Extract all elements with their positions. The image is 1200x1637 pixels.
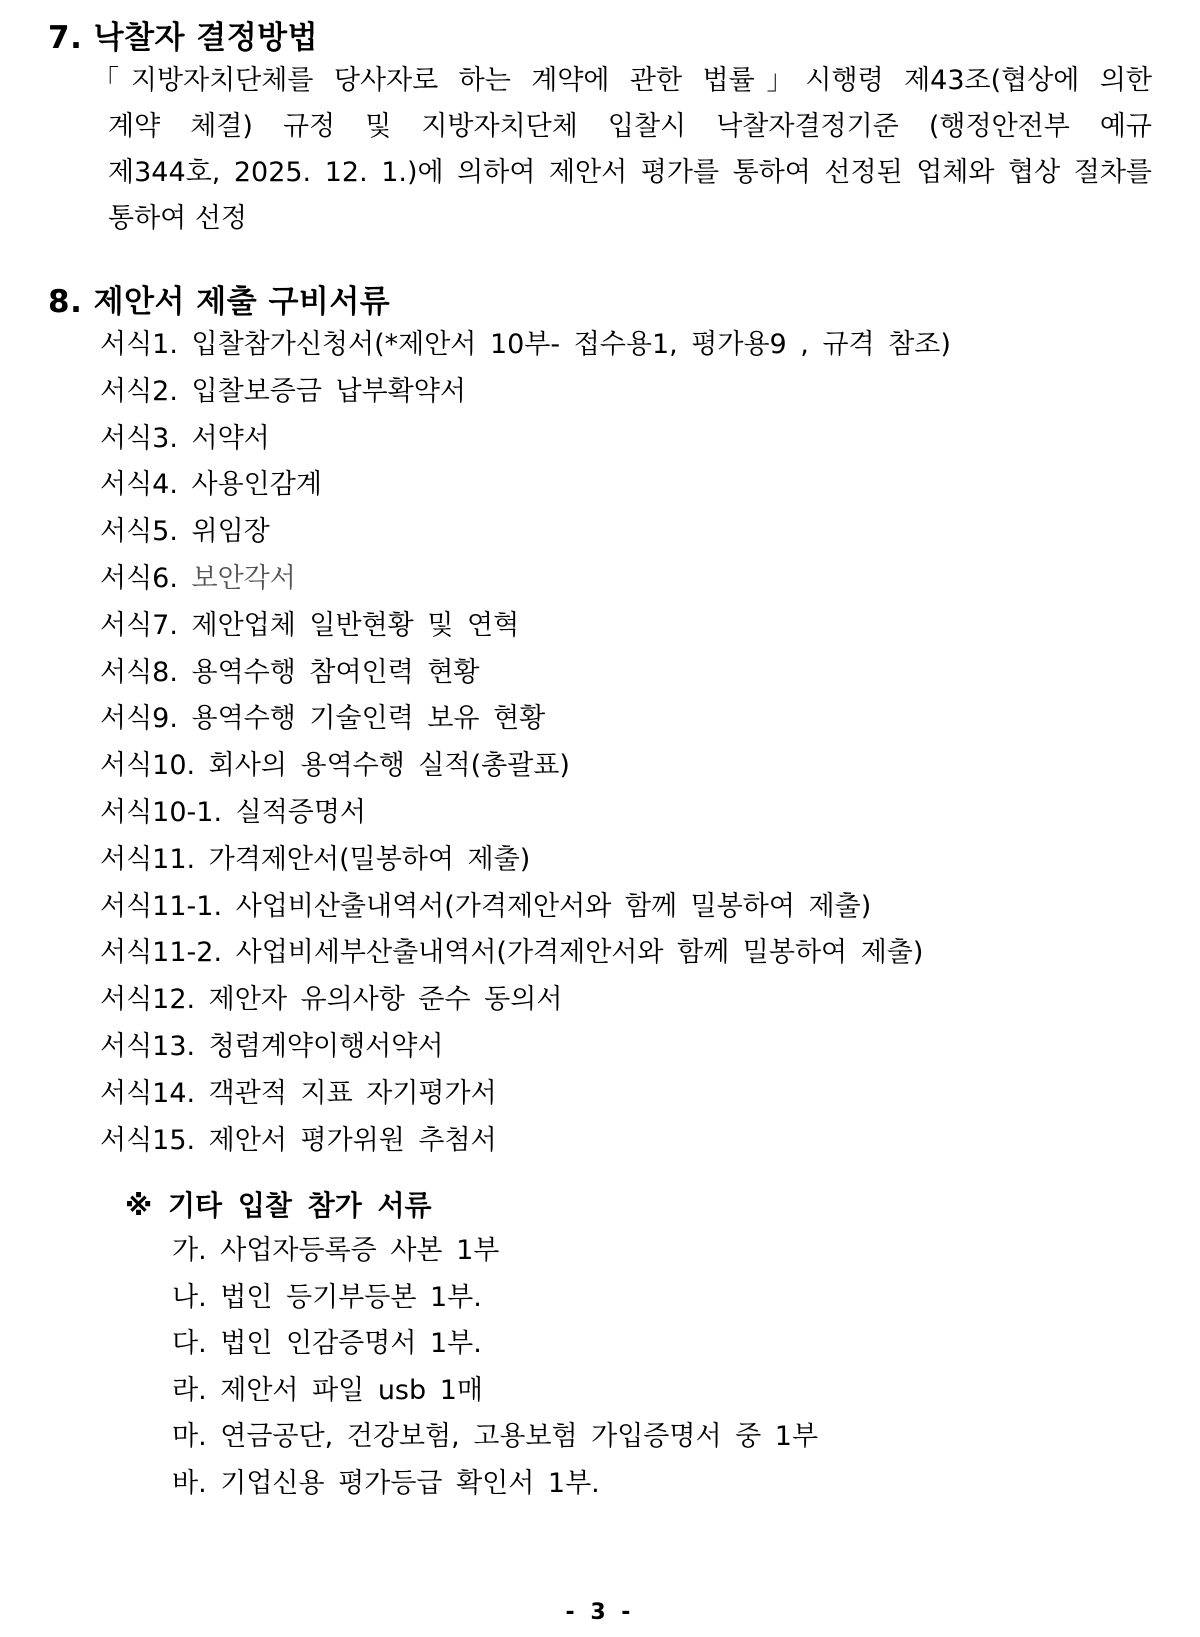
form-item: 서식15. 제안서 평가위원 추첨서: [100, 1124, 497, 1156]
form-item: 서식1. 입찰참가신청서(*제안서 10부- 접수용1, 평가용9 , 규격 참조): [100, 329, 951, 360]
form-item: 서식10. 회사의 용역수행 실적(총괄표): [100, 750, 570, 782]
other-document-item: 가. 사업자등록증 사본 1부: [172, 1235, 500, 1266]
paragraph-line: 제344호, 2025. 12. 1.)에 의하여 제안서 평가를 통하여 선정된 업체와 협상 절차를: [108, 157, 1152, 188]
form-item: 서식11. 가격제안서(밀봉하여 제출): [100, 843, 531, 875]
other-document-item: 바. 기업신용 평가등급 확인서 1부.: [172, 1467, 600, 1499]
form-item: 서식7. 제안업체 일반현황 및 연혁: [100, 609, 520, 641]
section-8-heading: 8. 제안서 제출 구비서류: [48, 284, 391, 320]
form-item: 서식10-1. 실적증명서: [100, 796, 367, 828]
section-7-paragraph: [92, 58, 1152, 242]
form-item: 서식14. 객관적 지표 자기평가서: [100, 1077, 497, 1109]
form-item: 서식2. 입찰보증금 납부확약서: [100, 375, 466, 407]
form-item: 서식8. 용역수행 참여인력 현황: [100, 656, 480, 688]
other-documents-list: [172, 1228, 818, 1508]
form-item: 서식11-2. 사업비세부산출내역서(가격제안서와 함께 밀봉하여 제출): [100, 937, 924, 969]
form-item: 서식4. 사용인감계: [100, 469, 322, 501]
paragraph-line: 통하여 선정: [108, 203, 247, 234]
required-forms-list: [100, 322, 951, 1164]
form-item-muted-label: 보안각서: [191, 562, 296, 594]
other-documents-title: ※ 기타 입찰 참가 서류: [125, 1189, 432, 1222]
form-item: 서식11-1. 사업비산출내역서(가격제안서와 함께 밀봉하여 제출): [100, 890, 872, 922]
form-item-prefix: 서식6.: [100, 562, 192, 594]
other-document-item: 나. 법인 등기부등본 1부.: [172, 1281, 482, 1313]
paragraph-line: 계약 체결) 규정 및 지방자치단체 입찰시 낙찰자결정기준 (행정안전부 예규: [108, 111, 1152, 142]
page-number: - 3 -: [565, 1600, 635, 1625]
paragraph-line: 「지방자치단체를 당사자로 하는 계약에 관한 법률」시행령 제43조(협상에 의한: [92, 65, 1152, 96]
other-document-item: 라. 제안서 파일 usb 1매: [172, 1374, 483, 1406]
form-item: [100, 556, 951, 603]
section-7-heading: 7. 낙찰자 결정방법: [48, 20, 319, 56]
form-item: 서식3. 서약서: [100, 422, 270, 454]
other-document-item: 다. 법인 인감증명서 1부.: [172, 1328, 482, 1360]
form-item: 서식12. 제안자 유의사항 준수 동의서: [100, 984, 563, 1016]
form-item: 서식5. 위임장: [100, 516, 270, 548]
form-item: 서식9. 용역수행 기술인력 보유 현황: [100, 703, 546, 735]
other-document-item: 마. 연금공단, 건강보험, 고용보험 가입증명서 중 1부: [172, 1421, 819, 1453]
form-item: 서식13. 청렴계약이행서약서: [100, 1030, 444, 1062]
